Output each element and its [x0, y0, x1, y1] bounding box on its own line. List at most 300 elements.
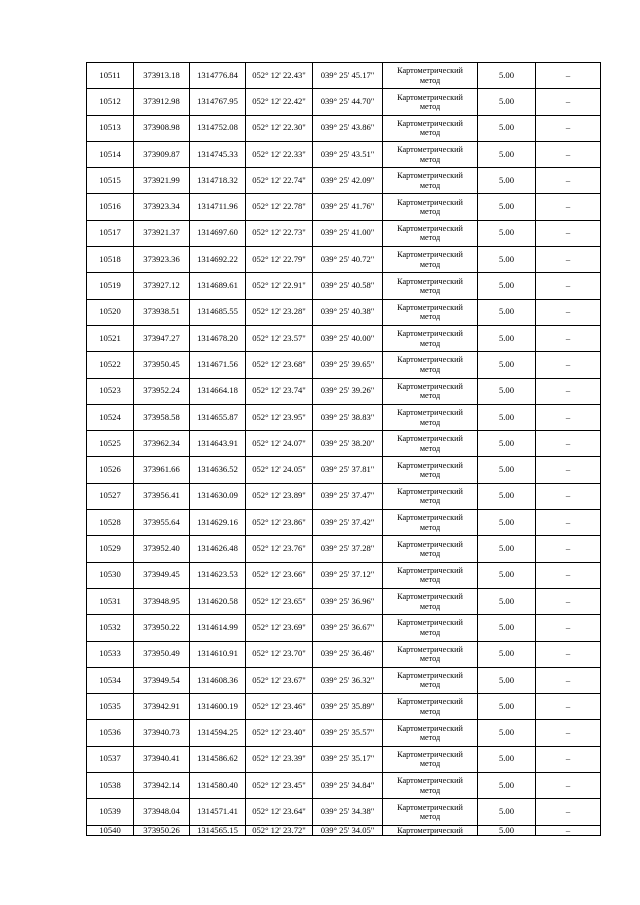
cell-point-number: 10539 [87, 799, 134, 825]
cell-accuracy: 5.00 [478, 220, 536, 246]
table-row [87, 115, 601, 141]
cell-y-coordinate: 1314600.19 [190, 694, 246, 720]
cell-method [383, 325, 478, 351]
cell-note: – [536, 352, 601, 378]
method-line-1: Картометрический [397, 118, 463, 128]
cell-method [383, 615, 478, 641]
method-line-1: Картометрический [397, 145, 463, 155]
method-line-1: Картометрический [397, 749, 463, 759]
cell-point-number: 10522 [87, 352, 134, 378]
method-line-2: метод [419, 522, 441, 532]
cell-x-coordinate: 373950.22 [134, 615, 190, 641]
cell-latitude: 052° 12' 23.66" [246, 562, 313, 588]
cell-latitude: 052° 12' 23.39" [246, 746, 313, 772]
method-line-1: Картометрический [397, 486, 463, 496]
cell-method [383, 588, 478, 614]
cell-longitude: 039° 25' 40.72" [313, 247, 383, 273]
cell-accuracy: 5.00 [478, 247, 536, 273]
method-line-2: метод [419, 233, 441, 243]
method-line-2: метод [419, 154, 441, 164]
cell-method [383, 378, 478, 404]
cell-longitude: 039° 25' 35.89" [313, 694, 383, 720]
method-line-2: метод [419, 785, 441, 795]
cell-method [383, 746, 478, 772]
cell-y-coordinate: 1314630.09 [190, 483, 246, 509]
cell-x-coordinate: 373952.24 [134, 378, 190, 404]
method-line-2: метод [419, 417, 441, 427]
cell-longitude: 039° 25' 38.20" [313, 431, 383, 457]
table-row [87, 378, 601, 404]
cell-x-coordinate: 373956.41 [134, 483, 190, 509]
cell-longitude: 039° 25' 36.67" [313, 615, 383, 641]
cell-point-number: 10513 [87, 115, 134, 141]
cell-latitude: 052° 12' 22.91" [246, 273, 313, 299]
cell-point-number: 10515 [87, 168, 134, 194]
cell-method [383, 247, 478, 273]
method-line-1: Картометрический [397, 408, 463, 418]
cell-note: – [536, 299, 601, 325]
cell-method [383, 194, 478, 220]
cell-method [383, 457, 478, 483]
cell-point-number: 10528 [87, 510, 134, 536]
method-line-2: метод [419, 259, 441, 269]
method-line-2: метод [419, 75, 441, 85]
table-row [87, 483, 601, 509]
table-row [87, 89, 601, 115]
cell-longitude: 039° 25' 35.17" [313, 746, 383, 772]
cell-y-coordinate: 1314685.55 [190, 299, 246, 325]
cell-latitude: 052° 12' 22.33" [246, 141, 313, 167]
cell-longitude: 039° 25' 45.17" [313, 63, 383, 89]
method-line-2: метод [419, 733, 441, 743]
cell-longitude: 039° 25' 39.65" [313, 352, 383, 378]
table-row [87, 194, 601, 220]
cell-latitude: 052° 12' 22.74" [246, 168, 313, 194]
table-row [87, 694, 601, 720]
method-line-2: метод [419, 548, 441, 558]
cell-longitude: 039° 25' 40.38" [313, 299, 383, 325]
method-line-2: метод [419, 470, 441, 480]
cell-latitude: 052° 12' 23.72" [246, 825, 313, 835]
method-line-1: Картометрический [397, 276, 463, 286]
cell-x-coordinate: 373942.14 [134, 773, 190, 799]
cell-x-coordinate: 373909.87 [134, 141, 190, 167]
method-line-1: Картометрический [397, 618, 463, 628]
cell-note: – [536, 825, 601, 835]
cell-note: – [536, 562, 601, 588]
cell-latitude: 052° 12' 23.65" [246, 588, 313, 614]
cell-latitude: 052° 12' 23.70" [246, 641, 313, 667]
cell-point-number: 10514 [87, 141, 134, 167]
table-row [87, 536, 601, 562]
cell-x-coordinate: 373940.73 [134, 720, 190, 746]
cell-method [383, 273, 478, 299]
method-line-1: Картометрический [397, 329, 463, 339]
method-line-2: метод [419, 286, 441, 296]
cell-method [383, 431, 478, 457]
cell-note: – [536, 615, 601, 641]
cell-method [383, 89, 478, 115]
cell-point-number: 10531 [87, 588, 134, 614]
cell-point-number: 10519 [87, 273, 134, 299]
method-line-2: метод [419, 338, 441, 348]
cell-accuracy: 5.00 [478, 273, 536, 299]
cell-accuracy: 5.00 [478, 141, 536, 167]
cell-method [383, 63, 478, 89]
cell-latitude: 052° 12' 23.64" [246, 799, 313, 825]
cell-accuracy: 5.00 [478, 799, 536, 825]
cell-longitude: 039° 25' 40.58" [313, 273, 383, 299]
cell-point-number: 10526 [87, 457, 134, 483]
cell-latitude: 052° 12' 23.69" [246, 615, 313, 641]
cell-x-coordinate: 373923.36 [134, 247, 190, 273]
cell-point-number: 10527 [87, 483, 134, 509]
cell-x-coordinate: 373948.95 [134, 588, 190, 614]
cell-note: – [536, 168, 601, 194]
method-line-1: Картометрический [397, 460, 463, 470]
method-line-2: метод [419, 443, 441, 453]
cell-y-coordinate: 1314655.87 [190, 404, 246, 430]
cell-latitude: 052° 12' 23.46" [246, 694, 313, 720]
cell-y-coordinate: 1314623.53 [190, 562, 246, 588]
cell-x-coordinate: 373913.18 [134, 63, 190, 89]
table-row [87, 404, 601, 430]
method-line-1: Картометрический [397, 825, 463, 835]
cell-accuracy: 5.00 [478, 694, 536, 720]
cell-accuracy: 5.00 [478, 194, 536, 220]
method-line-2: метод [419, 312, 441, 322]
cell-y-coordinate: 1314626.48 [190, 536, 246, 562]
cell-longitude: 039° 25' 43.51" [313, 141, 383, 167]
cell-latitude: 052° 12' 23.67" [246, 667, 313, 693]
cell-x-coordinate: 373955.64 [134, 510, 190, 536]
cell-y-coordinate: 1314711.96 [190, 194, 246, 220]
method-line-1: Картометрический [397, 92, 463, 102]
method-line-2: метод [419, 601, 441, 611]
cell-y-coordinate: 1314636.52 [190, 457, 246, 483]
cell-y-coordinate: 1314752.08 [190, 115, 246, 141]
cell-point-number: 10532 [87, 615, 134, 641]
cell-y-coordinate: 1314580.40 [190, 773, 246, 799]
cell-latitude: 052° 12' 23.45" [246, 773, 313, 799]
method-line-2: метод [419, 180, 441, 190]
cell-accuracy: 5.00 [478, 378, 536, 404]
cell-x-coordinate: 373940.41 [134, 746, 190, 772]
table-row [87, 588, 601, 614]
cell-method [383, 115, 478, 141]
cell-x-coordinate: 373952.40 [134, 536, 190, 562]
table-row [87, 220, 601, 246]
method-line-2: метод [419, 627, 441, 637]
method-line-1: Картометрический [397, 224, 463, 233]
cell-accuracy: 5.00 [478, 457, 536, 483]
cell-method [383, 694, 478, 720]
cell-accuracy: 5.00 [478, 352, 536, 378]
cell-note: – [536, 536, 601, 562]
cell-y-coordinate: 1314614.99 [190, 615, 246, 641]
method-line-1: Картометрический [397, 697, 463, 707]
cell-accuracy: 5.00 [478, 773, 536, 799]
cell-x-coordinate: 373912.98 [134, 89, 190, 115]
method-line-2: метод [419, 364, 441, 374]
cell-method [383, 536, 478, 562]
cell-note: – [536, 325, 601, 351]
method-line-1: Картометрический [397, 802, 463, 812]
cell-point-number: 10512 [87, 89, 134, 115]
cell-accuracy: 5.00 [478, 404, 536, 430]
cell-latitude: 052° 12' 23.74" [246, 378, 313, 404]
cell-point-number: 10535 [87, 694, 134, 720]
cell-method [383, 404, 478, 430]
cell-latitude: 052° 12' 23.95" [246, 404, 313, 430]
cell-point-number: 10537 [87, 746, 134, 772]
cell-note: – [536, 273, 601, 299]
cell-x-coordinate: 373947.27 [134, 325, 190, 351]
cell-y-coordinate: 1314678.20 [190, 325, 246, 351]
table-row [87, 141, 601, 167]
method-line-1: Картометрический [397, 776, 463, 786]
method-line-2: метод [419, 575, 441, 585]
method-line-1: Картометрический [397, 723, 463, 733]
cell-longitude: 039° 25' 41.76" [313, 194, 383, 220]
cell-note: – [536, 510, 601, 536]
cell-method [383, 825, 478, 835]
cell-point-number: 10534 [87, 667, 134, 693]
cell-accuracy: 5.00 [478, 325, 536, 351]
cell-y-coordinate: 1314620.58 [190, 588, 246, 614]
cell-longitude: 039° 25' 34.05" [313, 825, 383, 835]
cell-y-coordinate: 1314608.36 [190, 667, 246, 693]
cell-x-coordinate: 373923.34 [134, 194, 190, 220]
cell-accuracy: 5.00 [478, 168, 536, 194]
cell-y-coordinate: 1314610.91 [190, 641, 246, 667]
cell-accuracy: 5.00 [478, 299, 536, 325]
cell-note: – [536, 588, 601, 614]
cell-y-coordinate: 1314565.15 [190, 825, 246, 835]
cell-accuracy: 5.00 [478, 63, 536, 89]
table-row [87, 825, 601, 835]
cell-y-coordinate: 1314767.95 [190, 89, 246, 115]
cell-longitude: 039° 25' 37.12" [313, 562, 383, 588]
cell-latitude: 052° 12' 23.57" [246, 325, 313, 351]
cell-x-coordinate: 373942.91 [134, 694, 190, 720]
cell-x-coordinate: 373949.54 [134, 667, 190, 693]
cell-method [383, 141, 478, 167]
method-line-1: Картометрический [397, 513, 463, 523]
cell-point-number: 10530 [87, 562, 134, 588]
cell-note: – [536, 247, 601, 273]
cell-x-coordinate: 373950.45 [134, 352, 190, 378]
method-line-1: Картометрический [397, 250, 463, 260]
table-row [87, 63, 601, 89]
cell-accuracy: 5.00 [478, 825, 536, 835]
method-line-2: метод [419, 101, 441, 111]
cell-accuracy: 5.00 [478, 588, 536, 614]
table-row [87, 746, 601, 772]
cell-latitude: 052° 12' 23.28" [246, 299, 313, 325]
method-line-1: Картометрический [397, 66, 463, 76]
method-line-2: метод [419, 128, 441, 138]
method-line-1: Картометрический [397, 592, 463, 602]
cell-latitude: 052° 12' 23.76" [246, 536, 313, 562]
method-line-2: метод [419, 706, 441, 716]
table-row [87, 168, 601, 194]
cell-method [383, 720, 478, 746]
coordinates-table [86, 62, 601, 836]
cell-note: – [536, 404, 601, 430]
cell-method [383, 667, 478, 693]
table-row [87, 457, 601, 483]
table-row [87, 773, 601, 799]
cell-note: – [536, 63, 601, 89]
cell-point-number: 10516 [87, 194, 134, 220]
cell-y-coordinate: 1314571.41 [190, 799, 246, 825]
cell-longitude: 039° 25' 34.84" [313, 773, 383, 799]
cell-accuracy: 5.00 [478, 641, 536, 667]
cell-accuracy: 5.00 [478, 89, 536, 115]
cell-accuracy: 5.00 [478, 536, 536, 562]
table-row [87, 799, 601, 825]
cell-latitude: 052° 12' 23.86" [246, 510, 313, 536]
cell-x-coordinate: 373950.49 [134, 641, 190, 667]
cell-latitude: 052° 12' 22.43" [246, 63, 313, 89]
method-line-2: метод [419, 654, 441, 664]
cell-note: – [536, 457, 601, 483]
table-row [87, 615, 601, 641]
cell-method [383, 352, 478, 378]
method-line-1: Картометрический [397, 381, 463, 391]
cell-note: – [536, 694, 601, 720]
cell-accuracy: 5.00 [478, 510, 536, 536]
table-row [87, 641, 601, 667]
cell-method [383, 299, 478, 325]
cell-latitude: 052° 12' 22.78" [246, 194, 313, 220]
cell-method [383, 483, 478, 509]
cell-note: – [536, 799, 601, 825]
table-row [87, 352, 601, 378]
cell-accuracy: 5.00 [478, 667, 536, 693]
cell-point-number: 10511 [87, 63, 134, 89]
cell-latitude: 052° 12' 23.68" [246, 352, 313, 378]
method-line-2: метод [419, 496, 441, 506]
cell-longitude: 039° 25' 36.96" [313, 588, 383, 614]
cell-point-number: 10518 [87, 247, 134, 273]
cell-x-coordinate: 373961.66 [134, 457, 190, 483]
method-line-1: Картометрический [397, 434, 463, 444]
cell-latitude: 052° 12' 22.73" [246, 220, 313, 246]
cell-method [383, 641, 478, 667]
cell-note: – [536, 378, 601, 404]
cell-latitude: 052° 12' 24.07" [246, 431, 313, 457]
cell-x-coordinate: 373908.98 [134, 115, 190, 141]
cell-note: – [536, 220, 601, 246]
cell-x-coordinate: 373938.51 [134, 299, 190, 325]
cell-accuracy: 5.00 [478, 431, 536, 457]
cell-y-coordinate: 1314643.91 [190, 431, 246, 457]
cell-accuracy: 5.00 [478, 115, 536, 141]
table-row [87, 273, 601, 299]
method-line-2: метод [419, 680, 441, 690]
cell-longitude: 039° 25' 43.86" [313, 115, 383, 141]
method-line-2: метод [419, 811, 441, 821]
cell-method [383, 799, 478, 825]
cell-accuracy: 5.00 [478, 746, 536, 772]
cell-x-coordinate: 373950.26 [134, 825, 190, 835]
cell-latitude: 052° 12' 23.40" [246, 720, 313, 746]
cell-y-coordinate: 1314718.32 [190, 168, 246, 194]
method-line-1: Картометрический [397, 355, 463, 365]
cell-y-coordinate: 1314697.60 [190, 220, 246, 246]
cell-longitude: 039° 25' 34.38" [313, 799, 383, 825]
cell-note: – [536, 667, 601, 693]
cell-x-coordinate: 373927.12 [134, 273, 190, 299]
cell-y-coordinate: 1314664.18 [190, 378, 246, 404]
cell-note: – [536, 115, 601, 141]
method-line-2: метод [419, 207, 441, 217]
method-line-1: Картометрический [397, 171, 463, 181]
table-row [87, 299, 601, 325]
cell-note: – [536, 773, 601, 799]
method-line-1: Картометрический [397, 302, 463, 312]
cell-longitude: 039° 25' 37.28" [313, 536, 383, 562]
cell-point-number: 10540 [87, 825, 134, 835]
cell-longitude: 039° 25' 38.83" [313, 404, 383, 430]
cell-point-number: 10517 [87, 220, 134, 246]
cell-longitude: 039° 25' 36.46" [313, 641, 383, 667]
cell-longitude: 039° 25' 35.57" [313, 720, 383, 746]
table-row [87, 720, 601, 746]
cell-latitude: 052° 12' 22.79" [246, 247, 313, 273]
cell-latitude: 052° 12' 24.05" [246, 457, 313, 483]
table-row [87, 510, 601, 536]
cell-method [383, 773, 478, 799]
table-row [87, 667, 601, 693]
cell-y-coordinate: 1314586.62 [190, 746, 246, 772]
cell-longitude: 039° 25' 37.81" [313, 457, 383, 483]
cell-accuracy: 5.00 [478, 615, 536, 641]
cell-note: – [536, 89, 601, 115]
cell-x-coordinate: 373958.58 [134, 404, 190, 430]
cell-point-number: 10525 [87, 431, 134, 457]
cell-note: – [536, 746, 601, 772]
cell-method [383, 168, 478, 194]
cell-y-coordinate: 1314671.56 [190, 352, 246, 378]
cell-y-coordinate: 1314629.16 [190, 510, 246, 536]
cell-y-coordinate: 1314745.33 [190, 141, 246, 167]
cell-note: – [536, 141, 601, 167]
table-row [87, 431, 601, 457]
method-line-1: Картометрический [397, 644, 463, 654]
cell-x-coordinate: 373921.99 [134, 168, 190, 194]
cell-accuracy: 5.00 [478, 483, 536, 509]
table-row [87, 247, 601, 273]
cell-longitude: 039° 25' 36.32" [313, 667, 383, 693]
cell-longitude: 039° 25' 40.00" [313, 325, 383, 351]
cell-accuracy: 5.00 [478, 562, 536, 588]
cell-point-number: 10524 [87, 404, 134, 430]
cell-y-coordinate: 1314692.22 [190, 247, 246, 273]
cell-x-coordinate: 373921.37 [134, 220, 190, 246]
cell-longitude: 039° 25' 37.47" [313, 483, 383, 509]
cell-point-number: 10520 [87, 299, 134, 325]
cell-y-coordinate: 1314594.25 [190, 720, 246, 746]
cell-note: – [536, 194, 601, 220]
method-line-2: метод [419, 391, 441, 401]
cell-y-coordinate: 1314776.84 [190, 63, 246, 89]
table-row [87, 562, 601, 588]
table-row [87, 325, 601, 351]
cell-latitude: 052° 12' 23.89" [246, 483, 313, 509]
